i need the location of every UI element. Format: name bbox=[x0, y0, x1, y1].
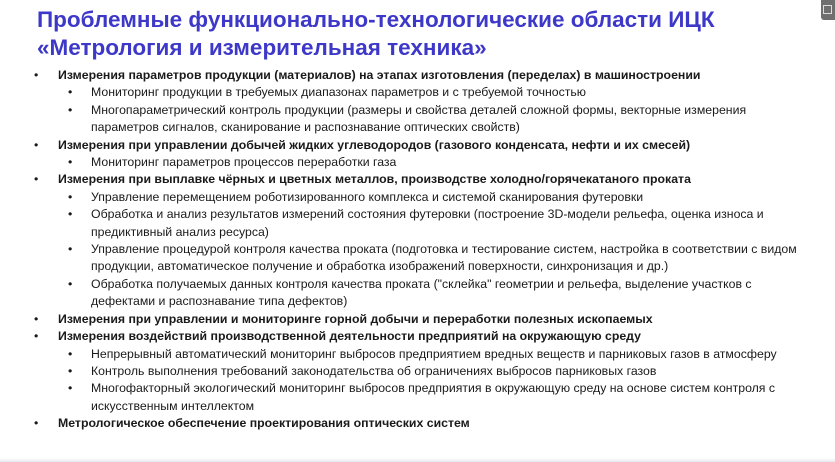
section-item: • Мониторинг продукции в требуемых диапазонах параметров и с требуемой точностью bbox=[0, 84, 835, 101]
section-item: • Мониторинг параметров процессов переработки газа bbox=[0, 154, 835, 171]
section-heading: • Измерения при выплавке чёрных и цветных металлов, производстве холодно/горячекатаного проката bbox=[0, 171, 835, 188]
section-item: • Непрерывный автоматический мониторинг выбросов предприятием вредных веществ и парниковых газов в атмосферу bbox=[0, 346, 835, 363]
section-item: • Обработка и анализ результатов измерений состояния футеровки (построение 3D-модели рельефа, оценка износа и предиктивный анализ ресурса) bbox=[0, 206, 835, 241]
section-item: • Многофакторный экологический мониторинг выбросов предприятия в окружающую среду на основе систем контроля с искусственным интеллектом bbox=[0, 380, 835, 415]
bottom-edge bbox=[0, 458, 835, 462]
title-line-1: Проблемные функционально-технологические области ИЦК bbox=[37, 7, 715, 32]
section-heading: • Измерения воздействий производственной деятельности предприятий на окружающую среду bbox=[0, 328, 835, 345]
section-item: • Многопараметрический контроль продукции (размеры и свойства деталей сложной формы, векторные измерения параметров сигналов, сканирование и распознавание оптических свойств) bbox=[0, 102, 835, 137]
restore-icon[interactable] bbox=[823, 5, 832, 14]
section-heading: • Измерения параметров продукции (материалов) на этапах изготовления (переделах) в машиностроении bbox=[0, 67, 835, 84]
section-item: • Управление процедурой контроля качества проката (подготовка и тестирование систем, настройка в соответствии с видом продукции, автоматическое получение и обработка изображений поверхности, синхронизация и др.) bbox=[0, 241, 835, 276]
section-item: • Обработка получаемых данных контроля качества проката ("склейка" геометрии и рельефа, выделение участков с дефектами и распознавание типа дефектов) bbox=[0, 276, 835, 311]
section-item: • Управление перемещением роботизированного комплекса и системой сканирования футеровки bbox=[0, 189, 835, 206]
title-line-2: «Метрология и измерительная техника» bbox=[37, 35, 487, 60]
window-control[interactable] bbox=[821, 0, 835, 20]
section-heading: • Измерения при управлении и мониторинге горной добычи и переработки полезных ископаемых bbox=[0, 311, 835, 328]
section-heading: • Измерения при управлении добычей жидких углеводородов (газового конденсата, нефти и их смесей) bbox=[0, 137, 835, 154]
slide-title bbox=[37, 6, 797, 62]
section-item: • Контроль выполнения требований законодательства об ограничениях выбросов парниковых газов bbox=[0, 363, 835, 380]
section-heading: • Метрологическое обеспечение проектирования оптических систем bbox=[0, 415, 835, 432]
bullet-list bbox=[0, 67, 835, 433]
